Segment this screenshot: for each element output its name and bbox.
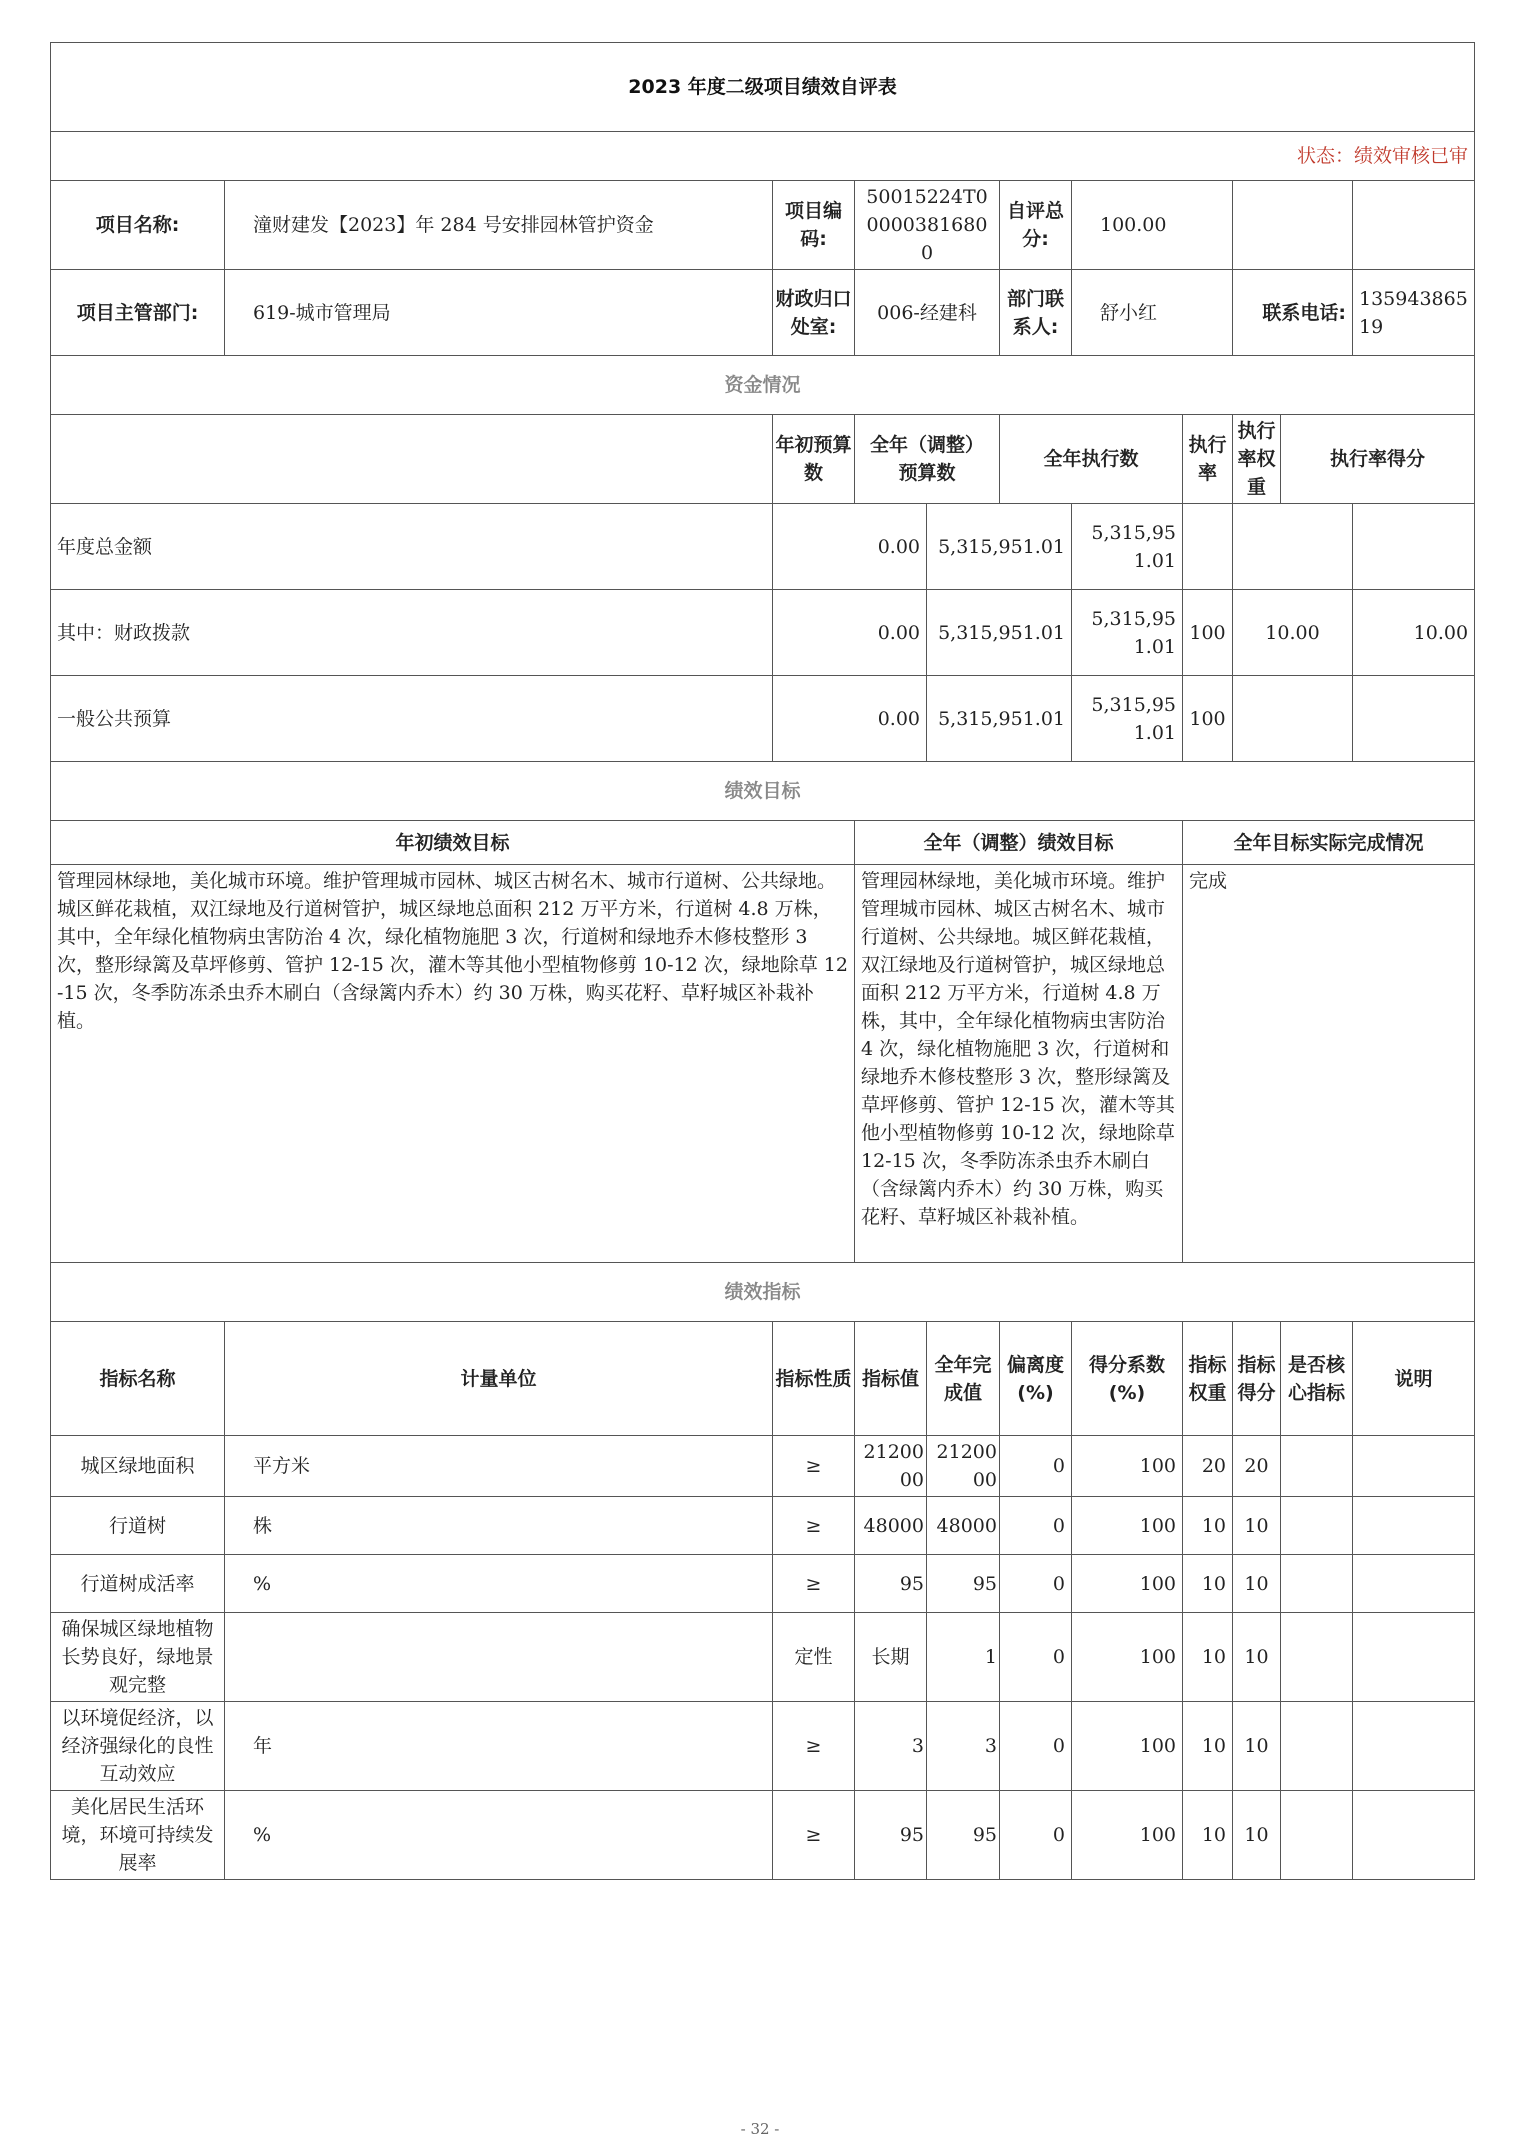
ind-score: 10 [1233,1702,1281,1791]
ind-header-coef: 得分系数(%) [1072,1322,1183,1436]
ind-unit: 株 [225,1497,773,1555]
ind-nature: 定性 [773,1613,855,1702]
funds-row-score [1353,504,1475,590]
table-row [51,1613,1475,1702]
finance-value: 006-经建科 [855,270,1000,356]
goals-header-initial: 年初绩效目标 [51,821,855,865]
ind-unit: 年 [225,1702,773,1791]
page-number: - 32 - [740,2120,780,2138]
table-row [51,1497,1475,1555]
blank-cell [1233,181,1353,270]
ind-weight: 10 [1183,1555,1233,1613]
ind-header-deviation: 偏离度(%) [1000,1322,1072,1436]
ind-actual: 1 [927,1613,1000,1702]
funds-row-initial: 0.00 [773,504,927,590]
ind-coef: 100 [1072,1436,1183,1497]
ind-target: 95 [855,1791,927,1880]
ind-score: 10 [1233,1791,1281,1880]
ind-note [1353,1436,1475,1497]
ind-deviation: 0 [1000,1791,1072,1880]
funds-row-weight [1233,676,1353,762]
ind-unit: % [225,1791,773,1880]
ind-target: 3 [855,1702,927,1791]
status-badge: 状态：绩效审核已审 [51,132,1475,181]
funds-row-name: 年度总金额 [51,504,773,590]
goals-initial-text: 管理园林绿地，美化城市环境。维护管理城市园林、城区古树名木、城市行道树、公共绿地。城区鲜花栽植，双江绿地及行道树管护，城区绿地总面积 212 万平方米，行道树 4.8 万株，其中，全年绿化植物病虫害防治 4 次，绿化植物施肥 3 次，行道树和绿地乔木修枝整形 3 次，整形绿篱及草坪修剪、管护 12-15 次，灌木等其他小型植物修剪 10-12 次，绿地除草 12-15 次，冬季防冻杀虫乔木刷白（含绿篱内乔木）约 30 万株，购买花籽、草籽城区补栽补植。 [51,865,855,1263]
funds-row-name: 一般公共预算 [51,676,773,762]
funds-header-adjusted: 全年（调整）预算数 [855,415,1000,504]
funds-header-rate: 执行率 [1183,415,1233,504]
evaluation-table [50,42,1475,1880]
ind-actual: 95 [927,1791,1000,1880]
table-row [51,1702,1475,1791]
table-row [51,1791,1475,1880]
funds-row-executed: 5,315,951.01 [1072,504,1183,590]
funds-row-adjusted: 5,315,951.01 [927,676,1072,762]
ind-name: 城区绿地面积 [51,1436,225,1497]
ind-coef: 100 [1072,1613,1183,1702]
ind-weight: 10 [1183,1613,1233,1702]
ind-header-core: 是否核心指标 [1281,1322,1353,1436]
phone-value: 13594386519 [1353,270,1475,356]
ind-core [1281,1555,1353,1613]
goals-section-title: 绩效目标 [51,762,1475,821]
ind-actual: 48000 [927,1497,1000,1555]
contact-value: 舒小红 [1072,270,1233,356]
ind-header-note: 说明 [1353,1322,1475,1436]
ind-weight: 10 [1183,1702,1233,1791]
funds-row-rate: 100 [1183,590,1233,676]
ind-weight: 20 [1183,1436,1233,1497]
ind-actual: 95 [927,1555,1000,1613]
ind-target: 长期 [855,1613,927,1702]
ind-deviation: 0 [1000,1436,1072,1497]
ind-coef: 100 [1072,1497,1183,1555]
ind-core [1281,1613,1353,1702]
blank-cell [51,415,773,504]
ind-deviation: 0 [1000,1497,1072,1555]
ind-note [1353,1497,1475,1555]
ind-core [1281,1791,1353,1880]
project-name-value: 潼财建发【2023】年 284 号安排园林管护资金 [225,181,773,270]
ind-note [1353,1555,1475,1613]
blank-cell [1353,181,1475,270]
ind-score: 10 [1233,1613,1281,1702]
ind-actual: 2120000 [927,1436,1000,1497]
project-code-value: 50015224T000003816800 [855,181,1000,270]
ind-coef: 100 [1072,1555,1183,1613]
funds-row-adjusted: 5,315,951.01 [927,590,1072,676]
funds-row-executed: 5,315,951.01 [1072,676,1183,762]
contact-label: 部门联系人: [1000,270,1072,356]
ind-name: 行道树 [51,1497,225,1555]
funds-row-score [1353,676,1475,762]
ind-nature: ≥ [773,1497,855,1555]
funds-row-name: 其中：财政拨款 [51,590,773,676]
finance-label: 财政归口处室: [773,270,855,356]
ind-score: 10 [1233,1497,1281,1555]
ind-header-unit: 计量单位 [225,1322,773,1436]
ind-unit: 平方米 [225,1436,773,1497]
funds-row-initial: 0.00 [773,590,927,676]
project-name-label: 项目名称: [51,181,225,270]
funds-header-executed: 全年执行数 [1000,415,1183,504]
ind-coef: 100 [1072,1702,1183,1791]
ind-deviation: 0 [1000,1613,1072,1702]
page-title: 2023 年度二级项目绩效自评表 [51,43,1475,132]
ind-header-actual: 全年完成值 [927,1322,1000,1436]
ind-target: 95 [855,1555,927,1613]
goals-adjusted-text: 管理园林绿地，美化城市环境。维护管理城市园林、城区古树名木、城市行道树、公共绿地。城区鲜花栽植，双江绿地及行道树管护，城区绿地总面积 212 万平方米，行道树 4.8 万株，其中，全年绿化植物病虫害防治 4 次，绿化植物施肥 3 次，行道树和绿地乔木修枝整形 3 次，整形绿篱及草坪修剪、管护 12-15 次，灌木等其他小型植物修剪 10-12 次，绿地除草 12-15 次，冬季防冻杀虫乔木刷白（含绿篱内乔木）约 30 万株，购买花籽、草籽城区补栽补植。 [855,865,1183,1263]
ind-actual: 3 [927,1702,1000,1791]
ind-name: 美化居民生活环境，环境可持续发展率 [51,1791,225,1880]
ind-name: 以环境促经济，以经济强绿化的良性互动效应 [51,1702,225,1791]
funds-row-score: 10.00 [1353,590,1475,676]
ind-note [1353,1791,1475,1880]
score-value: 100.00 [1072,181,1233,270]
funds-row-weight: 10.00 [1233,590,1353,676]
ind-core [1281,1497,1353,1555]
ind-weight: 10 [1183,1791,1233,1880]
ind-header-name: 指标名称 [51,1322,225,1436]
funds-row-rate: 100 [1183,676,1233,762]
ind-target: 48000 [855,1497,927,1555]
ind-nature: ≥ [773,1555,855,1613]
goals-header-actual: 全年目标实际完成情况 [1183,821,1475,865]
ind-core [1281,1436,1353,1497]
goals-actual-text: 完成 [1183,865,1475,1263]
ind-name: 确保城区绿地植物长势良好，绿地景观完整 [51,1613,225,1702]
dept-value: 619-城市管理局 [225,270,773,356]
evaluation-sheet [50,42,1470,1880]
ind-deviation: 0 [1000,1702,1072,1791]
funds-row-initial: 0.00 [773,676,927,762]
ind-header-weight: 指标权重 [1183,1322,1233,1436]
score-label: 自评总分: [1000,181,1072,270]
goals-header-adjusted: 全年（调整）绩效目标 [855,821,1183,865]
funds-row-adjusted: 5,315,951.01 [927,504,1072,590]
ind-deviation: 0 [1000,1555,1072,1613]
ind-header-nature: 指标性质 [773,1322,855,1436]
ind-core [1281,1702,1353,1791]
ind-unit: % [225,1555,773,1613]
funds-header-score: 执行率得分 [1281,415,1475,504]
ind-nature: ≥ [773,1791,855,1880]
ind-note [1353,1702,1475,1791]
funds-row [51,504,1475,590]
phone-label: 联系电话: [1233,270,1353,356]
table-row [51,1436,1475,1497]
funds-row-weight [1233,504,1353,590]
dept-label: 项目主管部门: [51,270,225,356]
table-row [51,1555,1475,1613]
funds-row-executed: 5,315,951.01 [1072,590,1183,676]
ind-header-target: 指标值 [855,1322,927,1436]
indicators-section-title: 绩效指标 [51,1263,1475,1322]
ind-target: 2120000 [855,1436,927,1497]
funds-row [51,590,1475,676]
ind-nature: ≥ [773,1436,855,1497]
ind-score: 10 [1233,1555,1281,1613]
ind-nature: ≥ [773,1702,855,1791]
project-code-label: 项目编码: [773,181,855,270]
ind-name: 行道树成活率 [51,1555,225,1613]
ind-coef: 100 [1072,1791,1183,1880]
funds-section-title: 资金情况 [51,356,1475,415]
funds-row [51,676,1475,762]
ind-weight: 10 [1183,1497,1233,1555]
funds-row-rate [1183,504,1233,590]
funds-header-weight: 执行率权重 [1233,415,1281,504]
ind-unit [225,1613,773,1702]
ind-header-score: 指标得分 [1233,1322,1281,1436]
ind-note [1353,1613,1475,1702]
ind-score: 20 [1233,1436,1281,1497]
funds-header-initial: 年初预算数 [773,415,855,504]
